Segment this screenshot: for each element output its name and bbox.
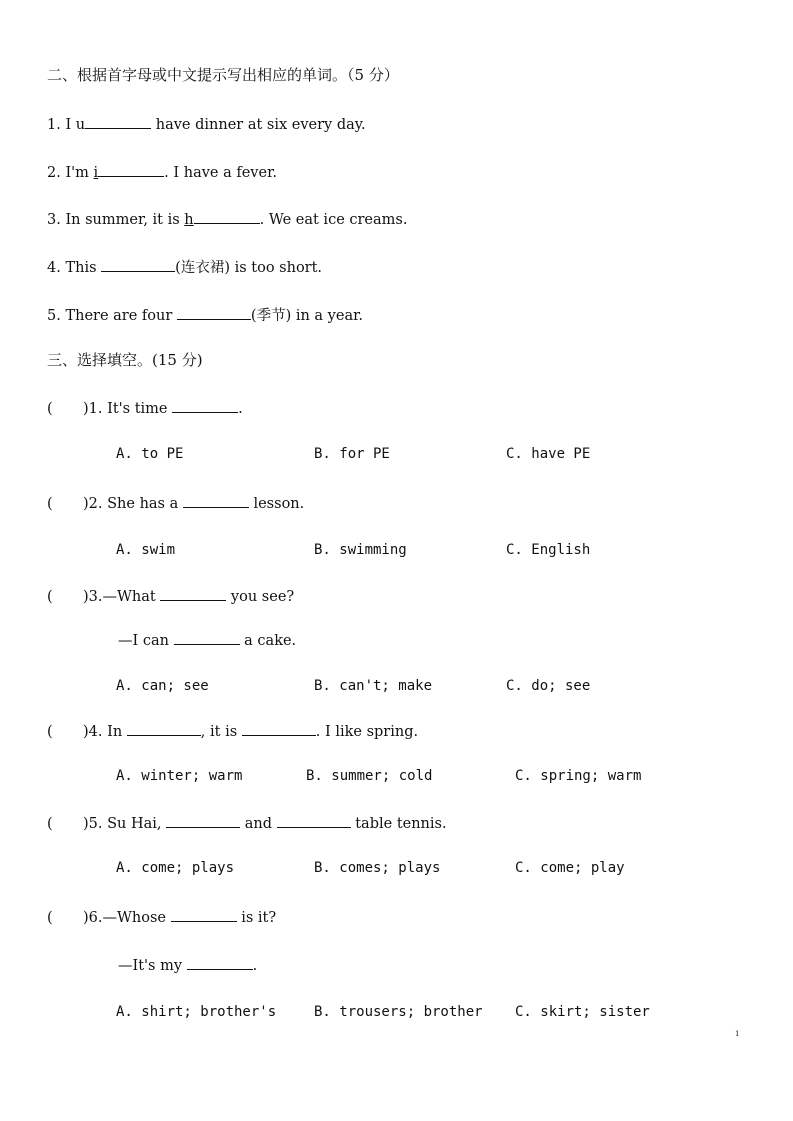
s2-item-4-pre: 4. This [47,260,102,276]
q6-text-pre: —Whose [102,910,171,926]
section3-heading: 三、选择填空。(15 分) [47,351,203,369]
q2-option-b[interactable]: B. swimming [314,542,407,558]
q3-number: )3. [83,589,103,605]
q1-option-a[interactable]: A. to PE [116,446,184,462]
q2-text-pre: She has a [102,496,183,512]
q1-text-post: . [238,401,243,417]
q1-option-b[interactable]: B. for PE [314,446,390,462]
q1-text-pre: It's time [102,401,173,417]
q5-option-a[interactable]: A. come; plays [116,860,235,876]
q3-answer-open[interactable]: ( [47,589,53,605]
q6-line2 [118,956,257,975]
q5-number: )5. [83,816,103,832]
q3-option-a[interactable]: A. can; see [116,678,209,694]
q3-text-post: you see? [226,589,295,605]
s2-item-2-blank[interactable] [98,163,164,177]
q6-line2-pre: —It's my [118,958,187,974]
s2-item-5-post: (季节) in a year. [250,308,364,324]
s2-item-2 [47,163,277,182]
q4-blank-2[interactable] [242,722,316,736]
q2-text-post: lesson. [248,496,305,512]
q3-blank-2[interactable] [174,631,240,645]
s2-item-3-blank[interactable] [194,210,260,224]
q6-text-post: is it? [236,910,277,926]
s2-item-2-pre: 2. I'm [47,165,94,181]
s2-item-3 [47,210,407,229]
q3-text-pre: —What [102,589,161,605]
q4-number: )4. [83,724,103,740]
page-number: 1 [735,1030,740,1038]
q6-line2-post: . [252,958,258,974]
q3-blank-1[interactable] [160,587,226,601]
q5-answer-open[interactable]: ( [47,816,53,832]
s2-item-5 [47,306,363,325]
s2-item-1 [47,115,366,134]
q4-stem [47,722,418,741]
q5-option-c[interactable]: C. come; play [515,860,625,876]
q4-text-mid: , it is [200,724,242,740]
s2-item-2-letter: i [93,165,99,181]
q4-text-post: . I like spring. [315,724,419,740]
s2-item-5-blank[interactable] [177,306,251,320]
s2-item-1-blank[interactable] [85,115,151,129]
q1-number: )1. [83,401,103,417]
q3-option-c[interactable]: C. do; see [506,678,591,694]
q5-text-pre: Su Hai, [102,816,167,832]
q4-blank-1[interactable] [127,722,201,736]
q3-line2 [118,631,296,650]
s2-item-1-pre: 1. I u [47,117,86,133]
q6-blank-2[interactable] [187,956,253,970]
q3-line2-post: a cake. [239,633,297,649]
q6-answer-open[interactable]: ( [47,910,53,926]
s2-item-4-blank[interactable] [101,258,175,272]
q4-text-pre: In [102,724,127,740]
q1-option-c[interactable]: C. have PE [506,446,591,462]
q2-option-c[interactable]: C. English [506,542,591,558]
q4-option-c[interactable]: C. spring; warm [515,768,642,784]
q2-option-a[interactable]: A. swim [116,542,176,558]
s2-item-3-pre: 3. In summer, it is [47,212,185,228]
s2-item-2-post: . I have a fever. [164,165,278,181]
q1-answer-open[interactable]: ( [47,401,53,417]
s2-item-5-pre: 5. There are four [47,308,177,324]
q6-option-b[interactable]: B. trousers; brother [314,1004,483,1020]
section2-heading: 二、根据首字母或中文提示写出相应的单词。（5 分） [47,66,399,84]
q6-option-c[interactable]: C. skirt; sister [515,1004,650,1020]
q6-option-a[interactable]: A. shirt; brother's [116,1004,277,1020]
q1-blank[interactable] [172,399,238,413]
q3-option-b[interactable]: B. can't; make [314,678,433,694]
q4-option-a[interactable]: A. winter; warm [116,768,243,784]
q5-blank-2[interactable] [277,814,351,828]
q5-blank-1[interactable] [166,814,240,828]
q2-blank[interactable] [183,494,249,508]
s2-item-1-post: have dinner at six every day. [151,117,366,133]
q6-blank-1[interactable] [171,908,237,922]
q5-stem [47,814,447,833]
q4-option-b[interactable]: B. summer; cold [306,768,433,784]
q1-stem [47,399,243,418]
q5-text-mid: and [240,816,277,832]
q6-stem [47,908,276,927]
q2-answer-open[interactable]: ( [47,496,53,512]
q2-stem [47,494,304,513]
s2-item-4 [47,258,322,277]
s2-item-3-letter: h [184,212,194,228]
q3-line2-pre: —I can [118,633,174,649]
s2-item-3-post: . We eat ice creams. [259,212,408,228]
q5-text-post: table tennis. [350,816,447,832]
q4-answer-open[interactable]: ( [47,724,53,740]
s2-item-4-post: (连衣裙) is too short. [175,260,323,276]
q5-option-b[interactable]: B. comes; plays [314,860,441,876]
q3-stem [47,587,294,606]
q2-number: )2. [83,496,103,512]
q6-number: )6. [83,910,103,926]
